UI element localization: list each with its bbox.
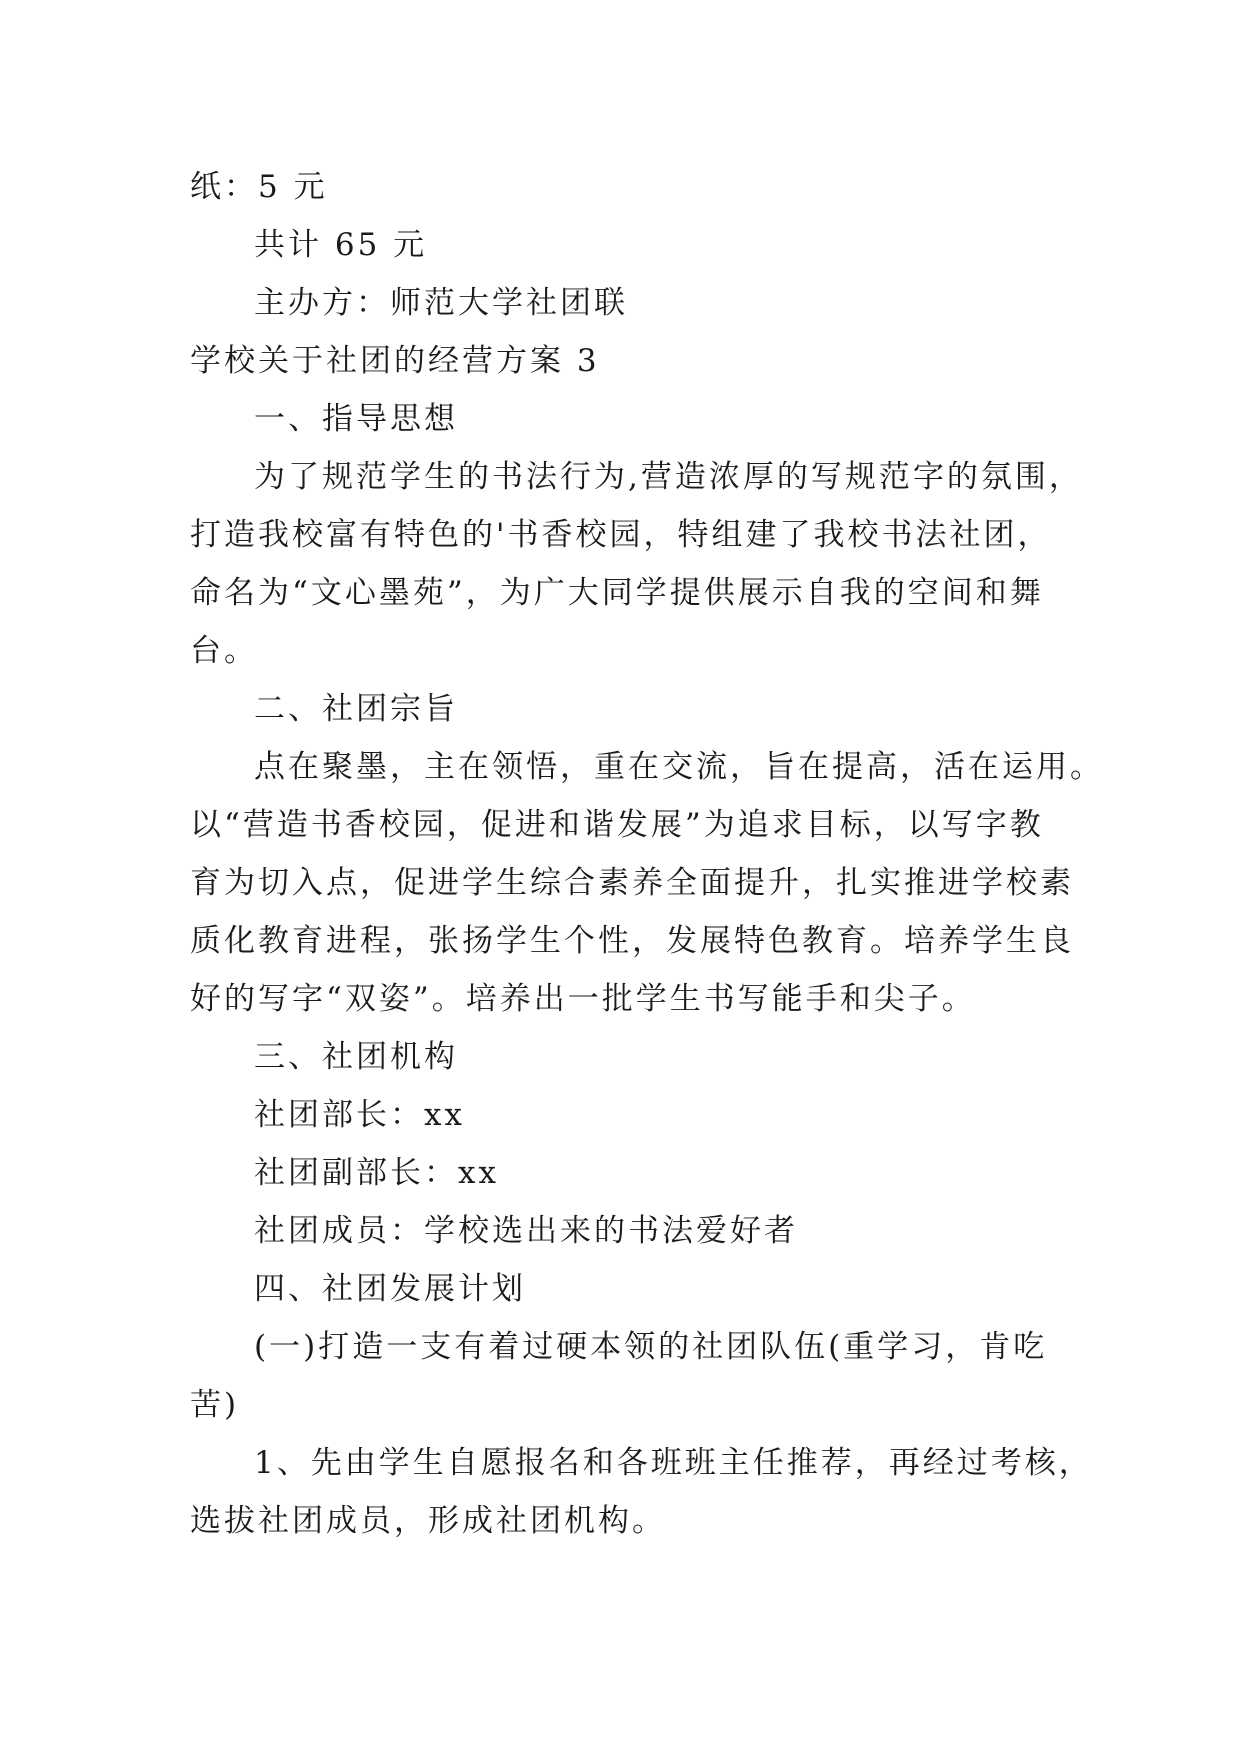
paragraph-line: 1、先由学生自愿报名和各班班主任推荐，再经过考核，: [254, 1445, 1093, 1481]
total-line: 共计 65 元: [254, 227, 428, 263]
paragraph-line: 苦): [190, 1387, 240, 1423]
section-heading-club-structure: 三、社团机构: [254, 1039, 458, 1075]
section-heading-guiding-ideology: 一、指导思想: [254, 401, 458, 437]
document-page: [190, 158, 1104, 1550]
section-heading-development-plan: 四、社团发展计划: [254, 1271, 526, 1307]
paragraph-line: 好的写字“双姿”。培养出一批学生书写能手和尖子。: [190, 981, 976, 1017]
paragraph-line: 命名为“文心墨苑”，为广大同学提供展示自我的空间和舞: [190, 575, 1044, 611]
paragraph-line: 为了规范学生的书法行为,营造浓厚的写规范字的氛围，: [254, 459, 1083, 495]
paragraph-line: 打造我校富有特色的'书香校园，特组建了我校书法社团，: [190, 517, 1052, 553]
paper-cost-line: 纸：5 元: [190, 169, 328, 205]
club-deputy-line: 社团副部长：xx: [254, 1155, 499, 1191]
paragraph-line: 点在聚墨，主在领悟，重在交流，旨在提高，活在运用。: [254, 749, 1104, 785]
paragraph-line: 以“营造书香校园，促进和谐发展”为追求目标，以写字教: [190, 807, 1044, 843]
organizer-line: 主办方：师范大学社团联: [254, 285, 628, 321]
paragraph-line: 育为切入点，促进学生综合素养全面提升，扎实推进学校素: [190, 865, 1074, 901]
section-heading-club-purpose: 二、社团宗旨: [254, 691, 458, 727]
club-members-line: 社团成员：学校选出来的书法爱好者: [254, 1213, 798, 1249]
paragraph-line: 质化教育进程，张扬学生个性，发展特色教育。培养学生良: [190, 923, 1074, 959]
paragraph-line: (一)打造一支有着过硬本领的社团队伍(重学习，肯吃: [254, 1329, 1048, 1365]
club-head-line: 社团部长：xx: [254, 1097, 465, 1133]
document-title: 学校关于社团的经营方案 3: [190, 343, 600, 379]
paragraph-line: 台。: [190, 633, 258, 669]
paragraph-line: 选拔社团成员，形成社团机构。: [190, 1503, 666, 1539]
